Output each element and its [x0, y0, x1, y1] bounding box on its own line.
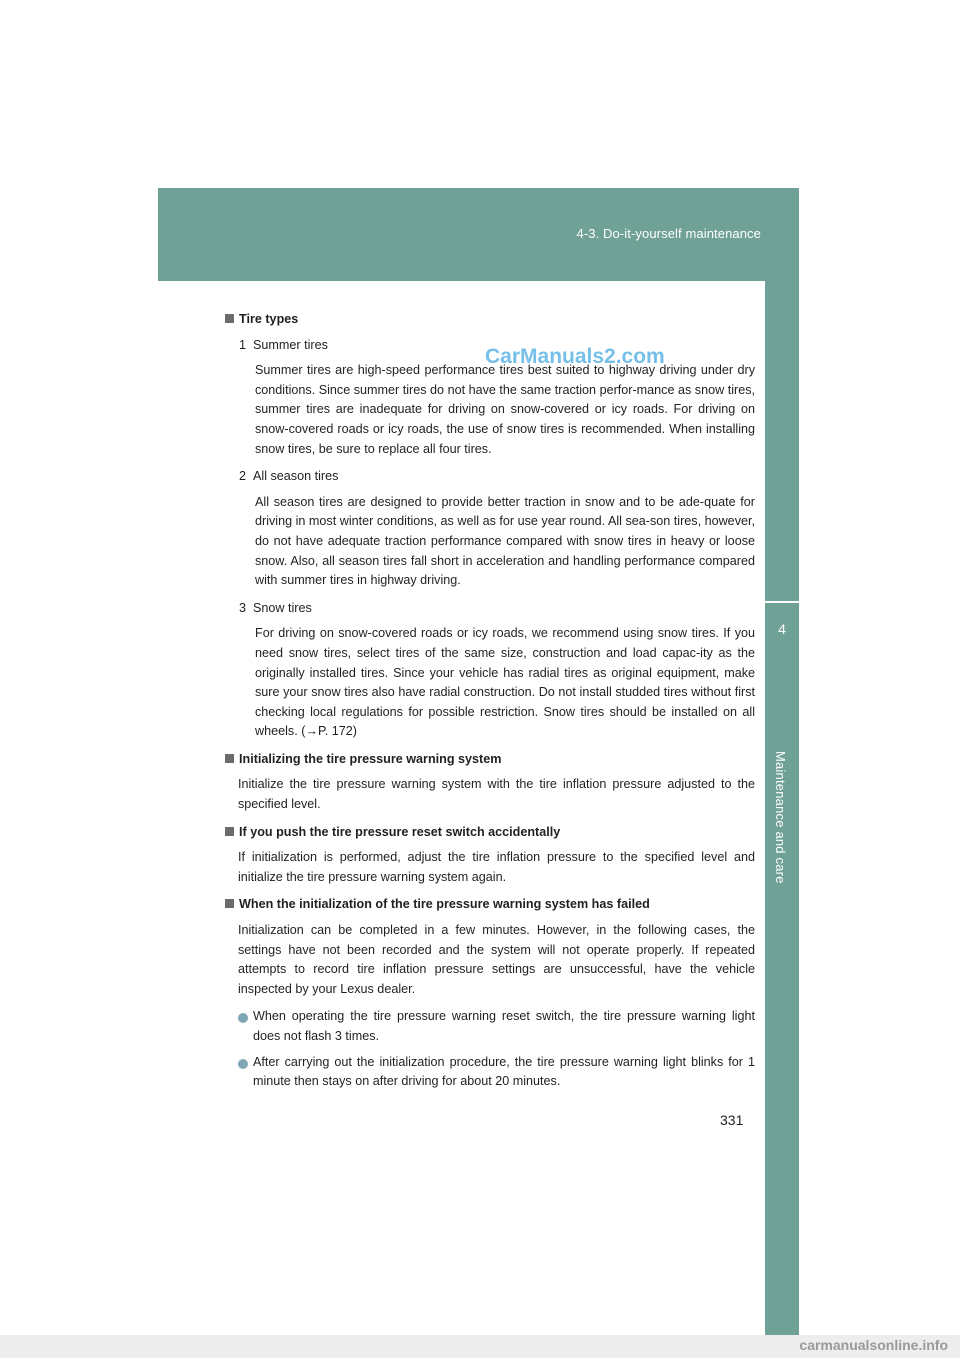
- item-text-snow-tires: For driving on snow-covered roads or icy roads, we recommend using snow tires. If you need snow tires, select tires of the same size, construction and load capac-ity as the originally installed tires. Since your vehicle has radial tires as original equipment, make sure your snow tires also have radial construction. Do not install studded tires without first checking local regulations for possible restriction. Snow tires should be installed on all wheels. (→P. 172): [255, 626, 755, 739]
- side-tab-divider: [765, 601, 799, 603]
- watermark-bottom-bar: [0, 1335, 960, 1358]
- bullet-item: When operating the tire pressure warning reset switch, the tire pressure warning light does not flash 3 times.: [238, 1007, 755, 1046]
- page-number: 331: [720, 1112, 744, 1128]
- item-title-snow-tires: 3 Snow tires: [239, 600, 312, 615]
- item-text-summer-tires: Summer tires are high-speed performance tires best suited to highway driving under dry conditions. Since summer tires do not have the same traction perfor-mance as snow tires, summer tires are inadequate for driving on snow-covered or icy roads. For driving on snow-covered roads or icy roads, the use of snow tires is recommended. When installing snow tires, be sure to replace all four tires.: [255, 363, 755, 456]
- heading-tire-types: Tire types: [225, 310, 755, 330]
- section-title: 4-3. Do-it-yourself maintenance: [576, 226, 761, 241]
- chapter-side-tab: [765, 281, 799, 1358]
- round-bullet-icon: [238, 1059, 248, 1069]
- heading-initialization-failed: When the initialization of the tire pressure warning system has failed: [225, 895, 755, 915]
- square-bullet-icon: [225, 827, 234, 836]
- item-title-summer-tires: 1 Summer tires: [239, 337, 328, 352]
- paragraph-initializing: Initialize the tire pressure warning system with the tire inflation pressure adjusted to the specified level.: [238, 777, 755, 812]
- square-bullet-icon: [225, 314, 234, 323]
- round-bullet-icon: [238, 1013, 248, 1023]
- watermark-bottom-text: carmanualsonline.info: [799, 1337, 948, 1353]
- chapter-number: 4: [778, 621, 786, 637]
- paragraph-accidental-reset: If initialization is performed, adjust the tire inflation pressure to the specified level and initialize the tire pressure warning system again.: [238, 850, 755, 884]
- paragraph-initialization-failed: Initialization can be completed in a few minutes. However, in the following cases, the settings have not been recorded and the system will not operate properly. If repeated attempts to record tire inflation pressure settings are unsuccessful, have the vehicle inspected by your Lexus dealer.: [238, 923, 755, 996]
- page-content: [225, 310, 755, 1098]
- item-text-all-season-tires: All season tires are designed to provide better traction in snow and to be ade-quate for driving in most winter conditions, as well as for use year round. All sea-son tires, however, do not have adequate traction performance compared with snow tires in heavy or loose snow. Also, all season tires fall short in acceleration and handling performance compared with summer tires in highway driving.: [255, 494, 755, 588]
- square-bullet-icon: [225, 754, 234, 763]
- heading-initializing: Initializing the tire pressure warning system: [225, 750, 755, 770]
- item-title-all-season-tires: 2 All season tires: [239, 469, 339, 484]
- heading-accidental-reset: If you push the tire pressure reset switch accidentally: [225, 823, 755, 843]
- header-band: [158, 188, 799, 281]
- bullet-item: After carrying out the initialization procedure, the tire pressure warning light blinks for 1 minute then stays on after driving for about 20 minutes.: [238, 1053, 755, 1092]
- watermark-top: CarManuals2.com: [485, 345, 665, 368]
- chapter-name: Maintenance and care: [773, 751, 788, 884]
- square-bullet-icon: [225, 899, 234, 908]
